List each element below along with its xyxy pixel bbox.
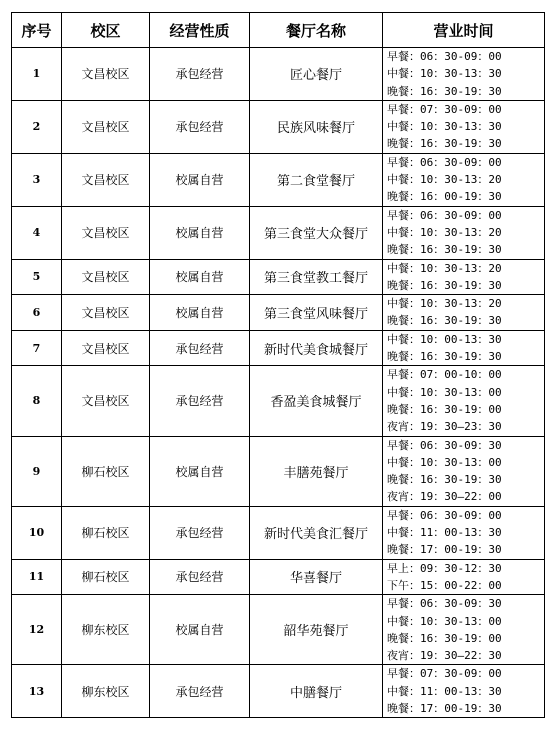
header-row (12, 13, 545, 48)
table-row (12, 48, 545, 101)
hours-line: 中餐：11：00-13：30 (387, 526, 502, 540)
cell-campus: 文昌校区 (62, 259, 150, 295)
cell-operation-type: 校属自营 (150, 259, 250, 295)
hours-line: 中餐：10：00-13：30 (387, 332, 502, 346)
cell-operation-type: 承包经营 (150, 100, 250, 153)
table-row (12, 153, 545, 206)
hours-line: 早餐：06：30-09：00 (387, 155, 502, 169)
cell-business-hours (383, 295, 545, 331)
table-row (12, 206, 545, 259)
cell-campus: 文昌校区 (62, 366, 150, 436)
cell-business-hours (383, 436, 545, 506)
cell-business-hours (383, 506, 545, 559)
cell-campus: 柳东校区 (62, 595, 150, 665)
cell-number: 1 (12, 48, 62, 101)
cell-campus: 文昌校区 (62, 295, 150, 331)
cell-number: 10 (12, 506, 62, 559)
hours-line: 下午：15：00-22：00 (387, 578, 502, 592)
hours-line: 晚餐：16：00-19：30 (387, 190, 502, 204)
hours-line: 中餐：11：00-13：30 (387, 684, 502, 698)
header-operation-type: 经营性质 (150, 13, 250, 48)
cell-campus: 文昌校区 (62, 153, 150, 206)
hours-line: 早餐：06：30-09：00 (387, 208, 502, 222)
cell-operation-type: 校属自营 (150, 153, 250, 206)
cell-number: 12 (12, 595, 62, 665)
cell-operation-type: 承包经营 (150, 665, 250, 718)
cell-number: 9 (12, 436, 62, 506)
cell-operation-type: 承包经营 (150, 559, 250, 595)
hours-line: 中餐：10：30-13：20 (387, 225, 502, 239)
cell-restaurant-name: 中膳餐厅 (250, 665, 383, 718)
cell-operation-type: 校属自营 (150, 595, 250, 665)
cell-campus: 文昌校区 (62, 100, 150, 153)
hours-line: 晚餐：17：00-19：30 (387, 543, 502, 557)
cell-operation-type: 承包经营 (150, 506, 250, 559)
table-row (12, 595, 545, 665)
canteen-hours-table (11, 12, 545, 718)
hours-line: 中餐：10：30-13：20 (387, 173, 502, 187)
cell-restaurant-name: 新时代美食汇餐厅 (250, 506, 383, 559)
cell-restaurant-name: 香盈美食城餐厅 (250, 366, 383, 436)
cell-business-hours (383, 48, 545, 101)
cell-restaurant-name: 韶华苑餐厅 (250, 595, 383, 665)
cell-number: 7 (12, 330, 62, 366)
cell-number: 13 (12, 665, 62, 718)
cell-restaurant-name: 匠心餐厅 (250, 48, 383, 101)
cell-business-hours (383, 259, 545, 295)
hours-line: 早上：09：30-12：30 (387, 561, 502, 575)
hours-line: 晚餐：16：30-19：30 (387, 473, 502, 487)
hours-line: 中餐：10：30-13：00 (387, 385, 502, 399)
hours-line: 晚餐：16：30-19：00 (387, 402, 502, 416)
hours-line: 夜宵：19：30—22：30 (387, 649, 502, 663)
cell-operation-type: 校属自营 (150, 206, 250, 259)
hours-line: 早餐：06：30-09：00 (387, 50, 502, 63)
hours-line: 早餐：06：30-09：00 (387, 508, 502, 522)
cell-business-hours (383, 665, 545, 718)
hours-line: 早餐：06：30-09：30 (387, 438, 502, 452)
cell-number: 3 (12, 153, 62, 206)
cell-restaurant-name: 第三食堂教工餐厅 (250, 259, 383, 295)
hours-line: 夜宵：19：30—22：00 (387, 490, 502, 504)
header-campus: 校区 (62, 13, 150, 48)
hours-line: 晚餐：16：30-19：30 (387, 278, 502, 292)
header-restaurant-name: 餐厅名称 (250, 13, 383, 48)
header-business-hours: 营业时间 (383, 13, 545, 48)
cell-business-hours (383, 595, 545, 665)
table-row (12, 366, 545, 436)
table-row (12, 665, 545, 718)
cell-business-hours (383, 366, 545, 436)
cell-restaurant-name: 华喜餐厅 (250, 559, 383, 595)
cell-operation-type: 承包经营 (150, 48, 250, 101)
cell-restaurant-name: 丰膳苑餐厅 (250, 436, 383, 506)
hours-line: 中餐：10：30-13：20 (387, 297, 502, 311)
cell-campus: 文昌校区 (62, 330, 150, 366)
cell-number: 5 (12, 259, 62, 295)
cell-restaurant-name: 第三食堂风味餐厅 (250, 295, 383, 331)
cell-number: 6 (12, 295, 62, 331)
table-row (12, 506, 545, 559)
hours-line: 中餐：10：30-13：20 (387, 261, 502, 275)
cell-operation-type: 校属自营 (150, 436, 250, 506)
table-row (12, 330, 545, 366)
hours-line: 晚餐：16：30-19：30 (387, 137, 502, 151)
cell-campus: 柳石校区 (62, 436, 150, 506)
cell-restaurant-name: 第二食堂餐厅 (250, 153, 383, 206)
table-row (12, 295, 545, 331)
hours-line: 晚餐：17：00-19：30 (387, 701, 502, 715)
cell-campus: 文昌校区 (62, 206, 150, 259)
cell-business-hours (383, 559, 545, 595)
table-row (12, 559, 545, 595)
cell-restaurant-name: 新时代美食城餐厅 (250, 330, 383, 366)
hours-line: 晚餐：16：30-19：30 (387, 314, 502, 328)
cell-operation-type: 承包经营 (150, 330, 250, 366)
hours-line: 中餐：10：30-13：00 (387, 455, 502, 469)
hours-line: 早餐：07：30-09：00 (387, 102, 502, 116)
table-row (12, 100, 545, 153)
cell-number: 2 (12, 100, 62, 153)
table-row (12, 259, 545, 295)
cell-campus: 文昌校区 (62, 48, 150, 101)
cell-number: 8 (12, 366, 62, 436)
table-row (12, 436, 545, 506)
cell-business-hours (383, 206, 545, 259)
hours-line: 夜宵：19：30—23：30 (387, 420, 502, 434)
cell-operation-type: 承包经营 (150, 366, 250, 436)
hours-line: 中餐：10：30-13：30 (387, 67, 502, 81)
cell-restaurant-name: 民族风味餐厅 (250, 100, 383, 153)
cell-number: 4 (12, 206, 62, 259)
hours-line: 晚餐：16：30-19：30 (387, 84, 502, 98)
cell-business-hours (383, 330, 545, 366)
cell-business-hours (383, 153, 545, 206)
hours-line: 晚餐：16：30-19：30 (387, 243, 502, 257)
cell-restaurant-name: 第三食堂大众餐厅 (250, 206, 383, 259)
hours-line: 早餐：07：00-10：00 (387, 368, 502, 382)
header-number: 序号 (12, 13, 62, 48)
hours-line: 中餐：10：30-13：30 (387, 120, 502, 134)
hours-line: 中餐：10：30-13：00 (387, 614, 502, 628)
hours-line: 晚餐：16：30-19：30 (387, 350, 502, 364)
cell-campus: 柳石校区 (62, 559, 150, 595)
cell-campus: 柳东校区 (62, 665, 150, 718)
cell-campus: 柳石校区 (62, 506, 150, 559)
hours-line: 晚餐：16：30-19：00 (387, 631, 502, 645)
cell-business-hours (383, 100, 545, 153)
hours-line: 早餐：07：30-09：00 (387, 667, 502, 681)
cell-number: 11 (12, 559, 62, 595)
hours-line: 早餐：06：30-09：30 (387, 597, 502, 611)
cell-operation-type: 校属自营 (150, 295, 250, 331)
